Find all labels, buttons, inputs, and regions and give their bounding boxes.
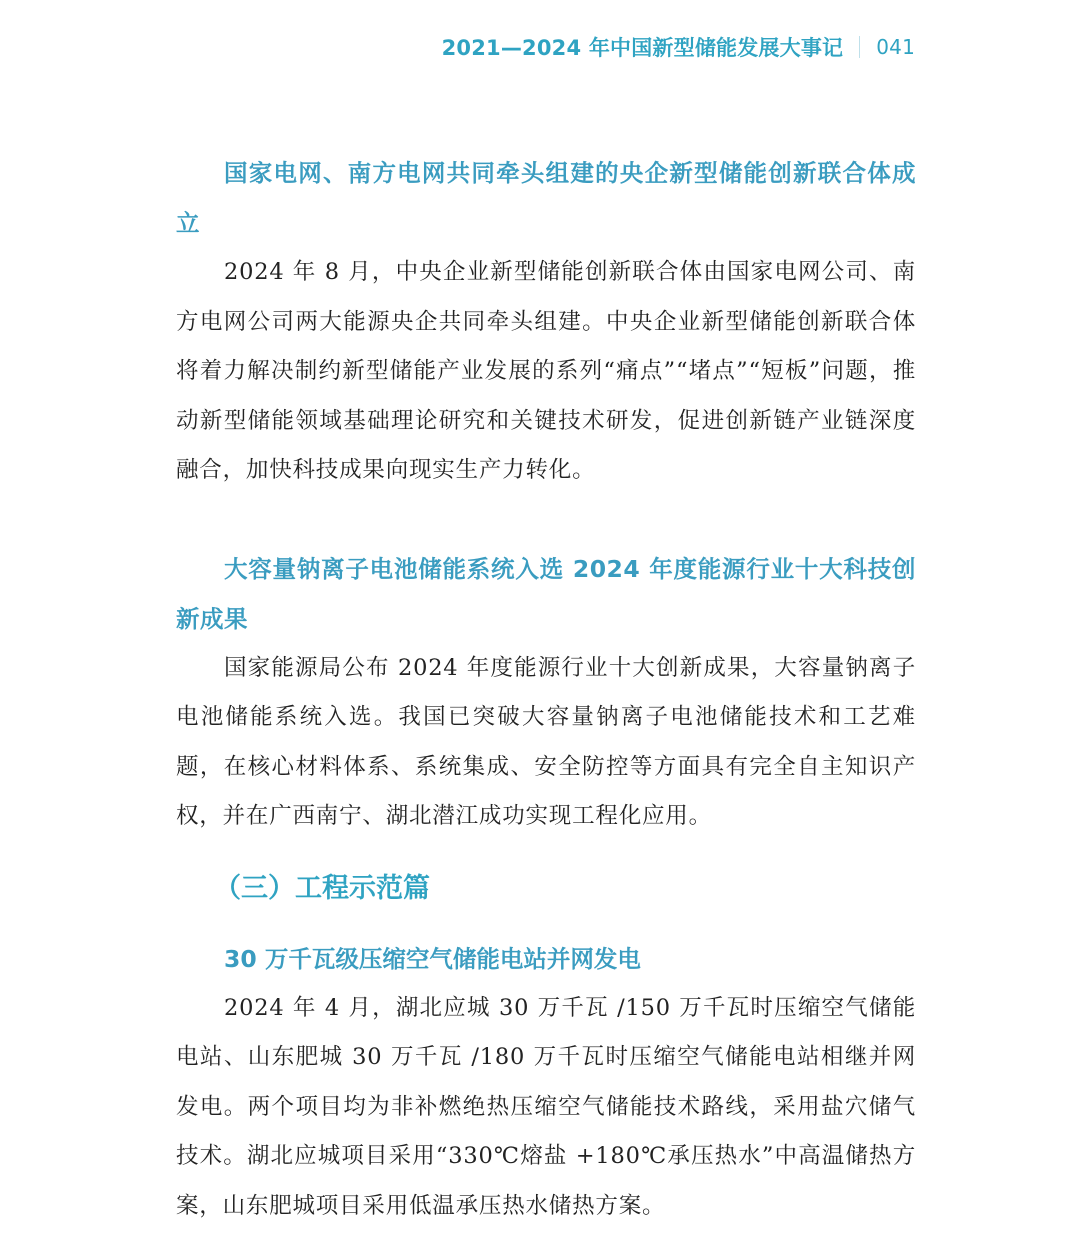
entry-body: 国家能源局公布 2024 年度能源行业十大创新成果，大容量钠离子电池储能系统入选。我国已突破大容量钠离子电池储能技术和工艺难题，在核心材料体系、系统集成、安全防控等方面具有完全自主知识产权，并在广西南宁、湖北潜江成功实现工程化应用。 <box>176 654 916 829</box>
entry-heading: 30 万千瓦级压缩空气储能电站并网发电 <box>224 944 641 973</box>
entry-compressed-air-storage <box>176 934 916 1232</box>
entry-sodium-ion-battery <box>176 544 916 842</box>
header-divider <box>859 36 860 58</box>
entry-heading: 大容量钠离子电池储能系统入选 2024 年度能源行业十大科技创新成果 <box>176 554 916 633</box>
part-heading: （三）工程示范篇 <box>214 872 430 904</box>
spacer <box>176 496 916 544</box>
entry-body: 2024 年 8 月，中央企业新型储能创新联合体由国家电网公司、南方电网公司两大能源央企共同牵头组建。中央企业新型储能创新联合体将着力解决制约新型储能产业发展的系列“痛点”“堵点”“短板”问题，推动新型储能领域基础理论研究和关键技术研发，促进创新链产业链深度融合，加快科技成果向现实生产力转化。 <box>176 259 916 483</box>
entry-body: 2024 年 4 月，湖北应城 30 万千瓦 /150 万千瓦时压缩空气储能电站、山东肥城 30 万千瓦 /180 万千瓦时压缩空气储能电站相继并网发电。两个项目均为非补燃绝热压缩空气储能技术路线，采用盐穴储气技术。湖北应城项目采用“330℃熔盐 +180℃承压热水”中高温储热方案，山东肥城项目采用低温承压热水储热方案。 <box>176 994 916 1219</box>
page-number: 041 <box>876 35 915 59</box>
entry-heading: 国家电网、南方电网共同牵头组建的央企新型储能创新联合体成立 <box>176 159 916 237</box>
page-content <box>176 148 916 1231</box>
entry-innovation-consortium <box>176 148 916 496</box>
book-title: 2021—2024 年中国新型储能发展大事记 <box>441 36 844 60</box>
running-header <box>442 32 915 62</box>
